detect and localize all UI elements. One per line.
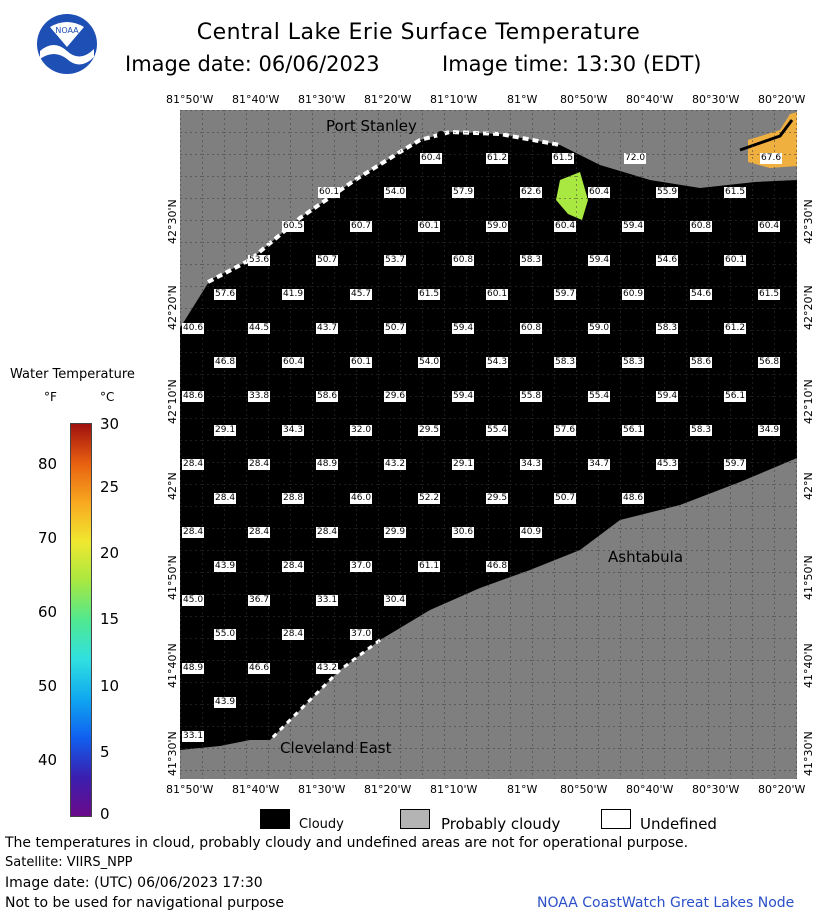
temperature-value: 48.6: [183, 391, 204, 401]
temperature-value: 29.5: [487, 493, 508, 503]
temperature-value: 61.1: [419, 561, 440, 571]
x-tick: 81°40'W: [232, 93, 280, 106]
temperature-value: 45.0: [183, 595, 204, 605]
temperature-value: 34.7: [589, 459, 610, 469]
temperature-value: 29.9: [385, 527, 406, 537]
temperature-value: 60.4: [283, 357, 304, 367]
c-tick: 30: [100, 415, 120, 433]
temperature-value: 28.4: [283, 629, 304, 639]
temperature-value: 60.1: [725, 255, 746, 265]
legend-title: Water Temperature: [10, 367, 135, 382]
temperature-value: 61.5: [759, 289, 780, 299]
temperature-value: 56.8: [759, 357, 780, 367]
temperature-value: 45.7: [351, 289, 372, 299]
temperature-value: 60.8: [453, 255, 474, 265]
y-tick: 41°30'N: [802, 731, 815, 776]
temperature-value: 61.5: [725, 187, 746, 197]
satellite-text: Satellite: VIIRS_NPP: [5, 855, 133, 870]
c-tick: 20: [100, 544, 120, 562]
temperature-value: 61.5: [419, 289, 440, 299]
temperature-value: 28.4: [183, 459, 204, 469]
temperature-value: 56.1: [623, 425, 644, 435]
temperature-value: 29.6: [385, 391, 406, 401]
x-tick: 81°50'W: [166, 783, 214, 796]
temperature-value: 43.2: [385, 459, 406, 469]
f-tick: 70: [38, 529, 58, 547]
c-tick: 0: [100, 805, 110, 823]
temperature-value: 46.0: [351, 493, 372, 503]
temperature-value: 58.6: [317, 391, 338, 401]
x-tick: 81°W: [507, 783, 538, 796]
y-tick: 41°40'N: [802, 643, 815, 688]
y-tick: 41°40'N: [166, 643, 179, 688]
temperature-value: 59.4: [623, 221, 644, 231]
temperature-value: 60.1: [351, 357, 372, 367]
x-tick: 80°20'W: [758, 783, 806, 796]
y-tick: 42°10'N: [166, 379, 179, 424]
temperature-value: 46.6: [249, 663, 270, 673]
temperature-value: 28.4: [249, 459, 270, 469]
x-tick: 81°30'W: [298, 93, 346, 106]
c-tick: 15: [100, 610, 120, 628]
place-cleveland-east: Cleveland East: [280, 739, 392, 757]
temperature-value: 61.2: [487, 153, 508, 163]
cloudy-label: Cloudy: [299, 817, 344, 832]
temperature-value: 56.1: [725, 391, 746, 401]
x-tick: 80°30'W: [692, 783, 740, 796]
temperature-value: 60.4: [421, 153, 442, 163]
temperature-value: 55.9: [657, 187, 678, 197]
temperature-value: 61.2: [725, 323, 746, 333]
undefined-swatch: [601, 809, 631, 829]
temperature-value: 28.4: [249, 527, 270, 537]
temperature-value: 59.0: [487, 221, 508, 231]
temperature-value: 60.4: [555, 221, 576, 231]
temperature-value: 43.9: [215, 561, 236, 571]
temperature-value: 45.3: [657, 459, 678, 469]
disclaimer-text: The temperatures in cloud, probably cloudy and undefined areas are not for operational purpose.: [5, 835, 689, 851]
f-tick: 40: [38, 751, 58, 769]
x-tick: 80°40'W: [626, 783, 674, 796]
temperature-value: 28.4: [215, 493, 236, 503]
temperature-value: 30.6: [453, 527, 474, 537]
y-tick: 42°N: [802, 472, 815, 500]
temperature-value: 59.0: [589, 323, 610, 333]
image-time: Image time: 13:30 (EDT): [442, 52, 702, 76]
temperature-labels: [180, 110, 797, 779]
temperature-value: 59.4: [589, 255, 610, 265]
temperature-value: 37.0: [351, 561, 372, 571]
temperature-value: 60.8: [691, 221, 712, 231]
temperature-value: 57.6: [555, 425, 576, 435]
temperature-value: 50.7: [317, 255, 338, 265]
temperature-value: 52.2: [419, 493, 440, 503]
temperature-value: 34.3: [283, 425, 304, 435]
temperature-value: 28.4: [183, 527, 204, 537]
temperature-value: 48.9: [317, 459, 338, 469]
temperature-value: 60.8: [521, 323, 542, 333]
temperature-value: 60.4: [759, 221, 780, 231]
temperature-value: 48.6: [623, 493, 644, 503]
place-ashtabula: Ashtabula: [608, 548, 684, 566]
temperature-value: 54.0: [385, 187, 406, 197]
temperature-value: 46.8: [487, 561, 508, 571]
temperature-value: 29.1: [453, 459, 474, 469]
temperature-value: 59.7: [555, 289, 576, 299]
y-tick: 42°N: [166, 472, 179, 500]
x-tick: 80°20'W: [758, 93, 806, 106]
temperature-value: 54.6: [691, 289, 712, 299]
temperature-value: 60.4: [589, 187, 610, 197]
x-tick: 80°30'W: [692, 93, 740, 106]
c-tick: 25: [100, 478, 120, 496]
x-tick: 81°10'W: [430, 93, 478, 106]
temperature-value: 48.9: [183, 663, 204, 673]
temperature-value: 29.1: [215, 425, 236, 435]
temperature-value: 59.4: [453, 391, 474, 401]
c-tick: 10: [100, 677, 120, 695]
x-tick: 80°50'W: [560, 783, 608, 796]
temperature-value: 58.3: [691, 425, 712, 435]
y-tick: 41°50'N: [802, 555, 815, 600]
y-tick: 42°30'N: [166, 199, 179, 244]
temperature-value: 37.0: [351, 629, 372, 639]
temperature-value: 54.3: [487, 357, 508, 367]
temperature-value: 57.9: [453, 187, 474, 197]
temperature-value: 67.6: [761, 153, 782, 163]
f-tick: 50: [38, 677, 58, 695]
unit-fahrenheit: °F: [44, 390, 57, 404]
temperature-map: [180, 110, 797, 779]
temperature-value: 33.8: [249, 391, 270, 401]
temperature-value: 58.3: [657, 323, 678, 333]
temperature-value: 61.5: [553, 153, 574, 163]
temperature-value: 58.3: [623, 357, 644, 367]
temperature-value: 60.1: [419, 221, 440, 231]
temperature-value: 41.9: [283, 289, 304, 299]
temperature-value: 58.3: [521, 255, 542, 265]
temperature-value: 58.6: [691, 357, 712, 367]
undefined-label: Undefined: [640, 815, 717, 833]
temperature-value: 40.9: [521, 527, 542, 537]
temperature-value: 60.1: [319, 187, 340, 197]
navigation-warning: Not to be used for navigational purpose: [5, 895, 284, 911]
temperature-value: 34.9: [759, 425, 780, 435]
place-port-stanley: Port Stanley: [326, 117, 417, 135]
noaa-logo-text: NOAA: [55, 26, 79, 35]
x-tick: 81°W: [507, 93, 538, 106]
temperature-value: 53.6: [249, 255, 270, 265]
y-tick: 42°20'N: [802, 285, 815, 330]
temperature-value: 59.4: [657, 391, 678, 401]
temperature-value: 40.6: [183, 323, 204, 333]
temperature-value: 54.0: [419, 357, 440, 367]
temperature-value: 32.0: [351, 425, 372, 435]
probably-cloudy-swatch: [400, 809, 430, 829]
temperature-value: 36.7: [249, 595, 270, 605]
unit-celsius: °C: [100, 390, 115, 404]
temperature-value: 28.8: [283, 493, 304, 503]
map-title: Central Lake Erie Surface Temperature: [196, 20, 641, 45]
c-tick: 5: [100, 743, 110, 761]
temperature-value: 60.5: [283, 221, 304, 231]
temperature-value: 34.3: [521, 459, 542, 469]
temperature-value: 57.6: [215, 289, 236, 299]
temperature-value: 30.4: [385, 595, 406, 605]
temperature-value: 28.4: [317, 527, 338, 537]
temperature-value: 54.6: [657, 255, 678, 265]
temperature-value: 44.5: [249, 323, 270, 333]
image-date: Image date: 06/06/2023: [125, 52, 380, 76]
temperature-value: 59.4: [453, 323, 474, 333]
temperature-value: 60.7: [351, 221, 372, 231]
probably-cloudy-label: Probably cloudy: [441, 815, 561, 833]
y-tick: 42°20'N: [166, 285, 179, 330]
x-tick: 81°50'W: [166, 93, 214, 106]
temperature-value: 55.8: [521, 391, 542, 401]
x-tick: 81°20'W: [364, 93, 412, 106]
cloudy-swatch: [260, 809, 290, 829]
f-tick: 80: [38, 455, 58, 473]
temperature-value: 55.4: [487, 425, 508, 435]
temperature-colorbar: [70, 423, 92, 817]
y-tick: 42°30'N: [802, 199, 815, 244]
temperature-value: 53.7: [385, 255, 406, 265]
temperature-value: 60.1: [487, 289, 508, 299]
y-tick: 41°50'N: [166, 555, 179, 600]
x-tick: 81°10'W: [430, 783, 478, 796]
temperature-value: 46.8: [215, 357, 236, 367]
temperature-value: 29.5: [419, 425, 440, 435]
y-tick: 41°30'N: [166, 731, 179, 776]
temperature-value: 43.2: [317, 663, 338, 673]
utc-date-text: Image date: (UTC) 06/06/2023 17:30: [5, 875, 263, 891]
temperature-value: 55.0: [215, 629, 236, 639]
x-tick: 81°40'W: [232, 783, 280, 796]
y-tick: 42°10'N: [802, 379, 815, 424]
temperature-value: 55.4: [589, 391, 610, 401]
temperature-value: 50.7: [385, 323, 406, 333]
x-tick: 80°50'W: [560, 93, 608, 106]
credit-text: NOAA CoastWatch Great Lakes Node: [537, 895, 795, 911]
x-tick: 81°20'W: [364, 783, 412, 796]
temperature-value: 58.3: [555, 357, 576, 367]
temperature-value: 72.0: [625, 153, 646, 163]
temperature-value: 60.9: [623, 289, 644, 299]
temperature-value: 33.1: [183, 731, 204, 741]
temperature-value: 59.7: [725, 459, 746, 469]
temperature-value: 28.4: [283, 561, 304, 571]
temperature-value: 50.7: [555, 493, 576, 503]
f-tick: 60: [38, 603, 58, 621]
x-tick: 81°30'W: [298, 783, 346, 796]
x-tick: 80°40'W: [626, 93, 674, 106]
temperature-value: 62.6: [521, 187, 542, 197]
temperature-value: 33.1: [317, 595, 338, 605]
temperature-value: 43.7: [317, 323, 338, 333]
temperature-value: 43.9: [215, 697, 236, 707]
